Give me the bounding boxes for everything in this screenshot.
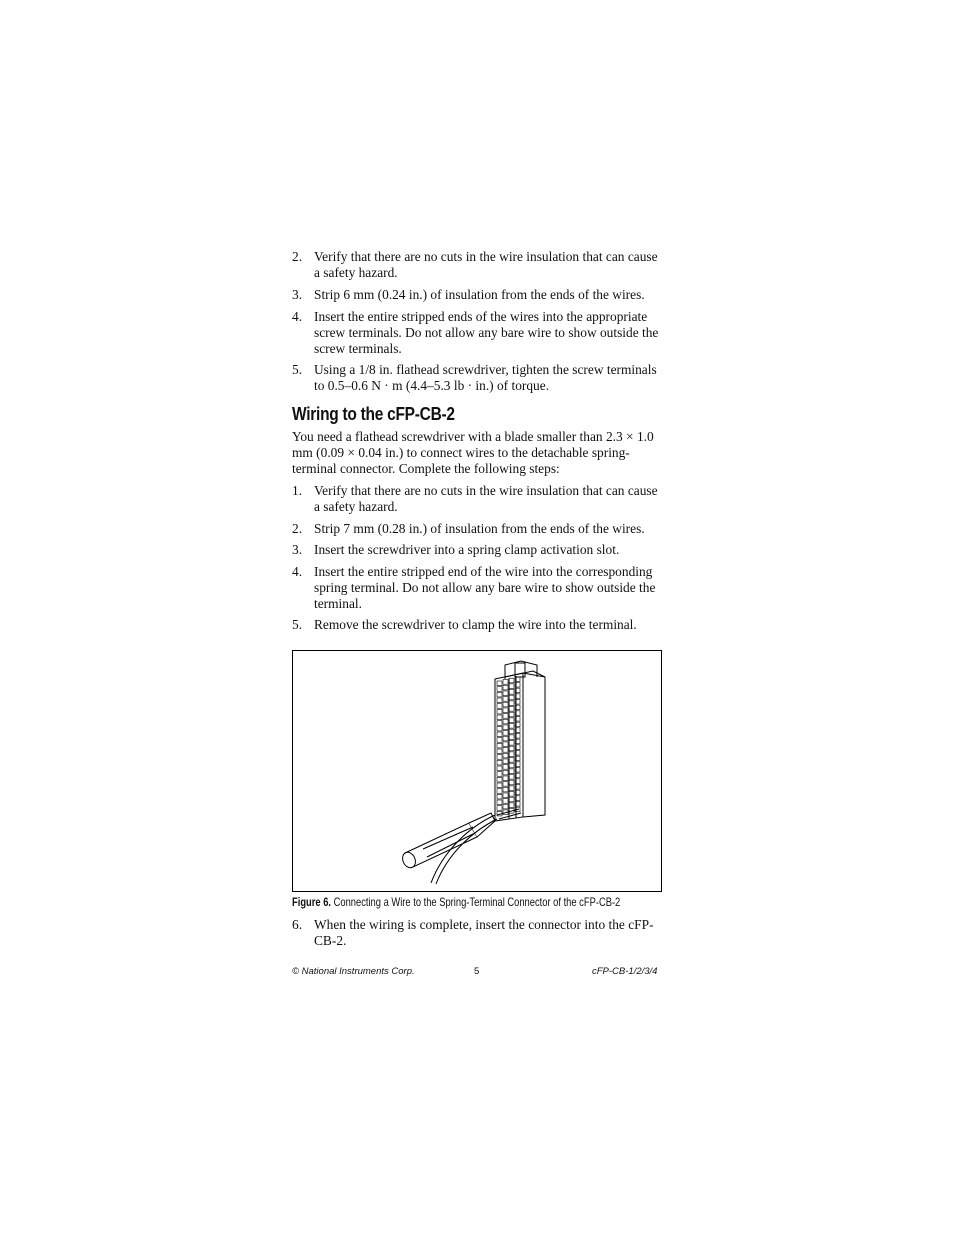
figure-caption-text: Connecting a Wire to the Spring-Terminal Connector of the cFP-CB-2 <box>333 895 621 909</box>
terminal-slot <box>509 718 514 723</box>
list-number: 3. <box>292 542 303 557</box>
terminal-slot <box>503 702 508 707</box>
terminal-slot <box>503 799 508 804</box>
list-text: When the wiring is complete, insert the connector into the cFP-CB-2. <box>314 917 654 948</box>
terminal-slot <box>497 794 502 799</box>
terminal-slot <box>497 726 502 731</box>
terminal-slot <box>497 783 502 788</box>
list-number: 6. <box>292 917 303 932</box>
terminal-slot <box>503 787 508 792</box>
terminal-slot <box>509 712 514 717</box>
terminal-slot <box>509 792 514 797</box>
terminal-slot <box>497 687 502 692</box>
terminal-slot <box>509 752 514 757</box>
terminal-slot <box>503 691 508 696</box>
footer-copyright: © National Instruments Corp. <box>292 966 415 977</box>
terminal-slot <box>509 803 514 808</box>
terminal-slot <box>509 746 514 751</box>
list-text: Insert the entire stripped end of the wire into the corresponding spring terminal. Do not allow any bare wire to show outside the terminal. <box>314 564 656 611</box>
terminal-slot <box>509 769 514 774</box>
list-number: 5. <box>292 617 303 632</box>
list-number: 5. <box>292 362 303 377</box>
terminal-slot <box>509 775 514 780</box>
terminal-slot <box>503 759 508 764</box>
terminal-slot <box>509 780 514 785</box>
list-text: Insert the screwdriver into a spring clamp activation slot. <box>314 542 620 557</box>
terminal-slot <box>509 758 514 763</box>
terminal-slot <box>503 770 508 775</box>
terminal-slot <box>509 690 514 695</box>
terminal-slot <box>497 721 502 726</box>
terminal-slot <box>509 684 514 689</box>
terminal-slot <box>509 701 514 706</box>
terminal-slot <box>497 806 502 811</box>
terminal-slot <box>497 692 502 697</box>
terminal-slot <box>503 742 508 747</box>
list-text: Remove the screwdriver to clamp the wire into the terminal. <box>314 617 637 632</box>
terminal-slot <box>497 789 502 794</box>
terminal-slot <box>503 680 508 685</box>
terminal-slot <box>497 755 502 760</box>
terminal-slot <box>509 678 514 683</box>
terminal-slot <box>503 736 508 741</box>
list-text: Strip 6 mm (0.24 in.) of insulation from the ends of the wires. <box>314 287 645 302</box>
terminal-slot <box>509 724 514 729</box>
terminal-slot <box>497 732 502 737</box>
intro-paragraph: You need a flathead screwdriver with a blade smaller than 2.3 × 1.0 mm (0.09 × 0.04 in.) to connect wires to the detachable spring-terminal connector. Complete the following steps: <box>292 429 654 476</box>
terminal-slot <box>503 731 508 736</box>
list-text: Verify that there are no cuts in the wire insulation that can cause a safety hazard. <box>314 483 658 514</box>
connector-illustration <box>293 651 661 891</box>
list-text: Verify that there are no cuts in the wire insulation that can cause a safety hazard. <box>314 249 658 280</box>
terminal-slot <box>503 725 508 730</box>
terminal-slot <box>497 743 502 748</box>
terminal-slot <box>497 738 502 743</box>
list-number: 1. <box>292 483 303 498</box>
terminal-slot <box>497 772 502 777</box>
list-text: Strip 7 mm (0.28 in.) of insulation from the ends of the wires. <box>314 521 645 536</box>
terminal-slot <box>497 698 502 703</box>
terminal-slot <box>509 729 514 734</box>
terminal-slot <box>509 741 514 746</box>
terminal-slot <box>503 782 508 787</box>
figure-caption <box>292 895 620 909</box>
terminal-slot <box>503 776 508 781</box>
terminal-slot <box>497 766 502 771</box>
terminal-slot <box>503 765 508 770</box>
list-number: 2. <box>292 249 303 264</box>
terminal-slot <box>509 735 514 740</box>
terminal-slot <box>503 804 508 809</box>
terminal-slot <box>509 797 514 802</box>
terminal-slot <box>503 753 508 758</box>
terminal-slot <box>503 685 508 690</box>
terminal-slot <box>503 719 508 724</box>
list-number: 4. <box>292 309 303 324</box>
terminal-slot <box>503 714 508 719</box>
list-number: 3. <box>292 287 303 302</box>
terminal-slot <box>497 777 502 782</box>
footer-product: cFP-CB-1/2/3/4 <box>592 966 658 977</box>
terminal-slot <box>503 793 508 798</box>
section-heading: Wiring to the cFP-CB-2 <box>292 404 455 424</box>
list-number: 4. <box>292 564 303 579</box>
terminal-slot <box>509 786 514 791</box>
figure-label: Figure 6. <box>292 895 332 909</box>
terminal-slot <box>497 709 502 714</box>
terminal-slot <box>497 715 502 720</box>
terminal-slot <box>497 704 502 709</box>
list-number: 2. <box>292 521 303 536</box>
figure-box <box>292 650 662 892</box>
list-text: Using a 1/8 in. flathead screwdriver, tighten the screw terminals to 0.5–0.6 N · m (4.4–5.3 lb · in.) of torque. <box>314 362 657 393</box>
terminal-slot <box>509 707 514 712</box>
terminal-slot <box>509 763 514 768</box>
terminal-slot <box>503 697 508 702</box>
list-text: Insert the entire stripped ends of the wires into the appropriate screw terminals. Do not allow any bare wire to show outside the screw terminals. <box>314 309 659 356</box>
terminal-slot <box>503 748 508 753</box>
terminal-slot <box>497 760 502 765</box>
terminal-slot <box>497 800 502 805</box>
footer-page-number: 5 <box>474 966 480 977</box>
terminal-slot <box>497 749 502 754</box>
terminal-slot <box>497 681 502 686</box>
terminal-slot <box>509 695 514 700</box>
terminal-slot <box>503 708 508 713</box>
